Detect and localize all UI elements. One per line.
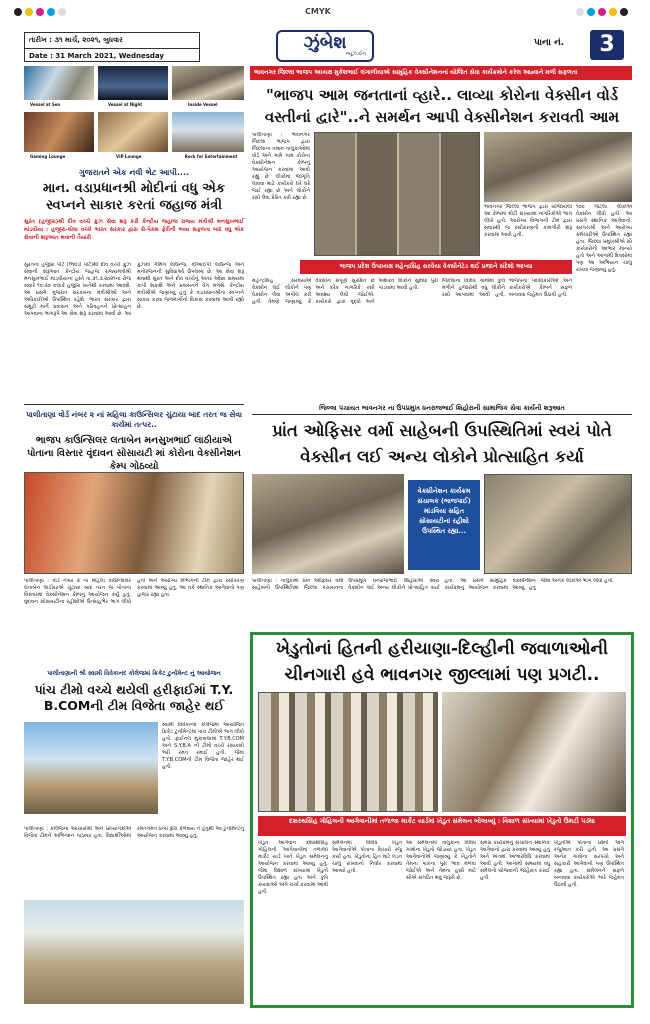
- photo-vip-lounge: [98, 112, 168, 152]
- cmyk-dots-right: [576, 8, 628, 16]
- main-caption: ભાજપ પ્રદેશ ઉપાધ્યક્ષ મહેન્દ્રસિંહ સરવૈયા વેક્સીનેટેડ થઈ પ્રજાને સંદેશો આપ્યા: [300, 260, 572, 274]
- page-number: 3: [590, 30, 624, 60]
- pranth-body: પાલીતાણા : તાલુકામાં પ્રાંત ઓફિસર વર્મા સાહેબની ઉપસ્થિતિમાં જિલ્લા પંચાયતના ઉપપ્રમુખ ધનરાજભાઈ શિહોરાએ સ્વયં વેક્સીન લઈ અન્ય લોકોને પ્રોત્સાહિત કર્યા હતા. આ પ્રસંગે સામુહિક વેક્સીનેશન કાર્યક્રમનું આયોજન કરવામાં આવ્યું હતું જેમાં અનેક લોકોએ ભાગ લીધો હતો.: [252, 578, 614, 591]
- main-col1: પાલીતાણા : ભાવનગર જિલ્લા ભાજપ દ્વારા જિલ્લાના તમામ તાલુકાઓમાં વોર્ડ અને ગામે ગામ કોરોના વેક્સીનેશન કેમ્પનું આયોજન કરવામાં આવી રહ્યું છે. લોકોમાં જાગૃતિ લાવવા માટે કાર્યકરો ઘરે ઘરે જઈ રહ્યા છે અને લોકોને રસી લેવા પ્રેરિત કરી રહ્યા છે.: [252, 132, 310, 201]
- pranth-kicker-rule: [252, 414, 632, 415]
- farmers-photo-left: [258, 692, 438, 812]
- sports-photo-team: [24, 722, 158, 814]
- sports-body-right: સ્વામી વિવેકાનંદ કોલેજમાં આયોજિત ક્રિકેટ ટુર્નામેન્ટમાં પાંચ ટીમોએ ભાગ લીધો હતો. ફાઈનલ મુકાબલામાં T.Y.B.COM અને S.Y.B.A ની ટીમો વચ્ચે રસાકસી ભરી રમત રમાઈ હતી. જેમાં T.Y.B.COMની ટીમ વિજેતા જાહેર થઈ હતી.: [162, 722, 244, 770]
- pranth-photo-left: [252, 474, 404, 574]
- farmers-caption: દશરથસિંહ ગોહિલની આગેવાનીમાં તળાજા માર્કેટ યાર્ડમાં ખેડુત સંમેલન બોલાવ્યું : વિશાળ સંખ્યામાં ખેડુતો ઉમટી પડ્યા: [258, 816, 626, 836]
- farmers-photo-right: [442, 692, 626, 812]
- farmers-col2: સંમેલનમાં વિવિધ ખેડુત આગેવાનોએ પોતાના વિચારો રજુ કર્યા હતા. ખેડુતોના હિત માટે લડત ચાલુ રાખવાનો નિર્ધાર કરવામાં આવ્યો હતો.: [332, 840, 402, 874]
- photo-rock-entertainment: [172, 112, 244, 152]
- sports-kicker: પાલીતાણાની શ્રી સ્વામી વિવેકાનંદ કોલેજમાં ક્રિકેટ ટુર્નામેન્ટ નું આયોજન: [47, 670, 221, 677]
- page-label: પાના નં.: [534, 38, 565, 48]
- councillor-body: પાલીતાણા : વોર્ડ નંબર ૨ ના મહિલા કાઉન્સિલર લતાબેન લાઠીયાએ ચૂંટાયા બાદ તરત જ પોતાના વિસ્તારમાં વેક્સીનેશન કેમ્પનું આયોજન કર્યું હતું. વૃંદાવન સોસાયટીના રહીશોએ ઉત્સાહભેર ભાગ લીધો હતો અને આરોગ્ય વિભાગની ટીમ દ્વારા રસીકરણ કરવામાં આવ્યું હતું. આ તકે સ્થાનિક આગેવાનો પણ હાજર રહ્યા હતા.: [24, 578, 244, 605]
- masthead: [276, 30, 374, 62]
- label-rock-entertainment: Rock for Entertainment: [184, 154, 238, 159]
- photo-vessel-night: [98, 66, 168, 100]
- top-banner: ભાવનગર જિલ્લા ભાજપ અધ્યક્ષ મુકેશભાઈ લંગાળીયાએ સામુહિક વેક્સીનેશનનાં યોજિત સેવા કાર્યક્રમોને કરેલ આહ્વાને મળી સફળતા: [250, 66, 632, 80]
- main-photo-grid: [314, 132, 480, 256]
- main-col2: ભાવનગર જિલ્લા ભાજપ દ્વારા યોજાયેલા આ કેમ્પમાં મોટી સંખ્યામાં નાગરિકોએ ભાગ લીધો હતો. આરોગ્ય વિભાગની ટીમ દ્વારા સવારથી જ રસીકરણની કામગીરી શરૂ કરવામાં આવી હતી.: [484, 204, 572, 238]
- main-col5: ૧૦૦ જેટલા લોકોએ વેક્સીન લીધી હતી. આ પ્રસંગે સ્થાનિક આગેવાનો, સરપંચશ્રી અને આરોગ્ય કર્મચારીઓ ઉપસ્થિત રહ્યા હતા. જિલ્લા પ્રમુખશ્રીએ સૌ કાર્યકરોનો આભાર માન્યો હતો અને આગામી દિવસોમાં પણ આ અભિયાન ચાલુ રાખવા જણાવ્યું હતું.: [576, 204, 632, 273]
- sports-headline: પાંચ ટીમો વચ્ચે થયેલી હરીફાઈમાં T.Y. B.COMની ટીમ વિજેતા જાહેર થઈ: [34, 682, 234, 713]
- main-photo-right: [484, 132, 632, 202]
- cmyk-dots-left: [14, 8, 66, 16]
- label-vessel-night: Vessel at Night: [108, 102, 143, 107]
- label-gaming-lounge: Gaming Lounge: [30, 154, 66, 159]
- photo-gaming-lounge: [24, 112, 94, 152]
- ship-photo-grid: [24, 66, 244, 170]
- sports-photo-ground: [24, 900, 244, 1004]
- ship-divider: [24, 404, 244, 405]
- label-vessel-sea: Vessel at Sea: [30, 102, 61, 107]
- farmers-headline: ખેડુતોનાં હિતની હરીયાણા-દિલ્હીની જવાળાઓની ચીનગારી હવે ભાવનગર જીલ્લામાં પણ પ્રગટી..: [275, 639, 609, 685]
- councillor-kicker: પાલીતાણા વોર્ડ નંબર ૨ નાં મહિલા કાઉન્સિલર ચુંટાયા બાદ તરત જ સેવા કાર્યમાં તત્પર..: [26, 410, 242, 429]
- pranth-box: વેક્સીનેશન કાર્યક્રમ સંચાલક (ભાજપાઈ) માંડવિયા સહિત સોસાયટીનાં રહીશો ઉપસ્થિત રહ્યા...: [408, 480, 480, 570]
- pranth-photo-right: [484, 474, 632, 574]
- masthead-subtitle: ન્યૂઝ.ઈન: [345, 51, 366, 57]
- ship-kicker: ગુજરાતને એક નવી ભેટ આપી....: [78, 168, 190, 177]
- ship-body: સુરતનાં હજીરા પોર્ટ (ભિવંડી પોર્ટ)થી દીવ વચ્ચે ક્રુઝ સેવાની શરૂઆત કેન્દ્રીય જહાજ રાજ્યમંત્રીશ્રી મનસુખભાઈ માંડવીયાના હસ્તે તા.૩૧.૩.૨૦૨૧ના રોજ સવારે ૧૦:૩૦ કલાકે હજીરા ખાતેથી કરવામાં આવશે. આ પ્રસંગે ગુજરાત સરકારના મંત્રીશ્રીઓ અને અધિકારીઓ ઉપસ્થિત રહેશે. ભારત સરકાર દ્વારા સમુદ્રી માર્ગે પ્રવાસન અને પરિવહનને પ્રોત્સાહન આપવાના ભાગરૂપે આ સેવા શરૂ કરવામાં આવી છે. આ ક્રુઝમાં ગેમિંગ લાઉન્જ, વીઆઈપી લાઉન્જ અને મનોરંજનની સુવિધાઓ ઉપલબ્ધ છે. આ સેવા શરૂ થવાથી સુરત અને દીવ વચ્ચેનું અંતર ઓછા સમયમાં કાપી શકાશે અને પ્રવાસનને વેગ મળશે. કેન્દ્રીય મંત્રીશ્રીએ જણાવ્યું હતું કે વડાપ્રધાનશ્રીના સ્વપ્નને સાકાર કરવા જળમાર્ગોનો વિકાસ કરવામાં આવી રહ્યો છે.: [24, 262, 244, 317]
- photo-vessel-sea: [24, 66, 94, 100]
- date-gujarati: તારીખ : ૩૧ માર્ચ, ૨૦૨૧, બુધવાર: [25, 33, 199, 49]
- ship-lead: સુરત (હજીરા)થી દીવ વચ્ચે ક્રુઝ સેવા શરૂ કરી કેન્દ્રીય જહાજ રાજ્ય મંત્રીશ્રી મનસુખભાઈ માંડવીયા : હજીરા-ઘોઘા વચ્ચે ભારત સરકાર દ્વારા રો-પેક્સ ફેરીની ભવ્ય સફળતા બાદ વધુ એક સેવાની શરૂઆત થવાની તૈયારી: [24, 219, 244, 241]
- date-box: [24, 32, 200, 62]
- main-headline: "ભાજપ આમ જનતાનાં વ્હારે.. લાવ્યા કોરોના વેક્સીન વોર્ડ વસ્તીનાં દ્વારે"..ને સમર્થન આપી વેક્સીનેશન કરાવતી આમ: [264, 86, 620, 126]
- main-col4: જિલ્લાના વિવિધ ગામોમાં કુલ મળીને હજારોથી વધુ લોકોને રસી આપવામાં આવી હતી. ભાજપના પદાધિકારીઓ અને કાર્યકરોએ કેમ્પને સફળ બનાવવા જહેમત ઉઠાવી હતી.: [442, 278, 572, 298]
- farmers-col1: ખેડુત આગેવાન દશરથસિંહ ગોહિલની આગેવાનીમાં તળાજા માર્કેટ યાર્ડ ખાતે ખેડુત સંમેલનનું આયોજન કરવામાં આવ્યું હતું. જેમાં વિશાળ સંખ્યામાં ખેડુતો ઉપસ્થિત રહ્યા હતા અને કૃષિ કાયદાઓ અંગે ચર્ચા કરવામાં આવી હતી.: [258, 840, 328, 895]
- councillor-headline: ભાજપ કાઉન્સિલર લતાબેન મનસુખભાઈ લાઠીયાએ પોતાના વિસ્તાર વૃંદાવન સોસાયટી માં કોરોના વેક્સીનેશન કેમ્પ ગોઠવ્યો: [27, 435, 241, 472]
- label-inside-vessel: Inside Vessel: [188, 102, 218, 107]
- farmers-col3: આ સંમેલનમાં તાલુકાના વિવિધ ગામોના ખેડુતો જોડાયા હતા. ખેડુત આગેવાનોએ જણાવ્યું કે ખેડુતોને તેમના પાકના પુરા ભાવ મળવા જોઈએ અને તેમના હક્કો માટે સૌએ સંગઠિત થવું જરૂરી છે.: [406, 840, 476, 881]
- date-english: Date : 31 March 2021, Wednesday: [29, 52, 164, 60]
- pranth-kicker: જિલ્લા પંચાયત ભાવનગર ના ઉપપ્રમુખ ધનરાજભાઈ શિહોરાની સામાજિક સેવા કાર્યની શરૂઆત: [319, 404, 565, 412]
- label-vip-lounge: VIP Lounge: [116, 154, 142, 159]
- masthead-title: ઝુંબેશ: [303, 33, 347, 53]
- cmyk-label: CMYK: [305, 7, 331, 16]
- farmers-col4: સમગ્ર કાર્યક્રમનું સંચાલન સ્થાનિક આગેવાનો દ્વારા કરવામાં આવ્યું હતું અને અંતમાં આભારવિધિ કરવામાં આવી હતી. આગામી સમયમાં વધુ સંમેલનો યોજવાની જાહેરાત કરાઈ હતી.: [480, 840, 550, 881]
- photo-inside-vessel: [172, 66, 244, 100]
- main-col3: મહેન્દ્રસિંહ સરવૈયાએ વેક્સીન લઈ લોકોને પણ વેક્સીન લેવા અપીલ કરી હતી. તેમણે જણાવ્યું કે વેક્સીન સંપૂર્ણ સુરક્ષિત છે અને દરેક નાગરિકે રસી અવશ્ય લેવી જોઈએ. કાર્યકરો દ્વારા વૃદ્ધો અને અશક્ત લોકોને સુવિધા પુરી પાડવામાં આવી હતી.: [252, 278, 438, 305]
- pranth-headline: પ્રાંત ઓફિસર વર્મા સાહેબની ઉપસ્થિતિમાં સ્વયં પોતે વેક્સીન લઈ અન્ય લોકોને પ્રોત્સાહિત કર્યા: [272, 421, 612, 466]
- farmers-col5: ખેડુતોએ પોતાના પ્રશ્નો અંગે રજુઆત કરી હતી. આ પ્રસંગે અનેક ગામોના સરપંચો અને સહકારી આગેવાનો પણ ઉપસ્થિત રહ્યા હતા. સંમેલનને સફળ બનાવવા કાર્યકરોએ ભારે જહેમત ઉઠાવી હતી.: [554, 840, 624, 888]
- sports-body-bottom: પાલીતાણા : કોલેજના આચાર્યશ્રી અને પ્રાધ્યાપકોએ વિજેતા ટીમને અભિનંદન પાઠવ્યા હતા. વિદ્યાર્થીઓમાં રમતગમત પ્રત્યે રૂચિ કેળવાય તે હેતુથી આ ટુર્નામેન્ટનું આયોજન કરવામાં આવ્યું હતું.: [24, 826, 244, 839]
- ship-headline: માન. વડાપ્રધાનશ્રી મોદીનાં વધુ એક સ્વપ્નને સાકાર કરતાં જહાજ મંત્રી: [42, 181, 225, 213]
- councillor-photo: [24, 472, 244, 574]
